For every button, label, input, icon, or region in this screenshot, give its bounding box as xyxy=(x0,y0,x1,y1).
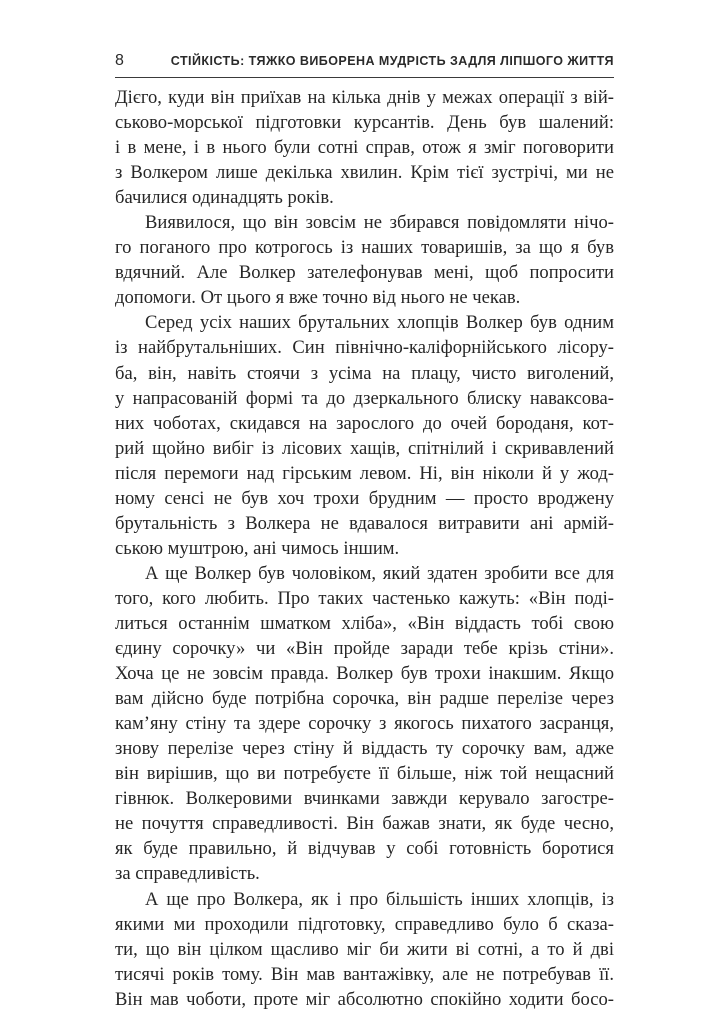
text-line: ти, що він цілком щасливо міг би жити ві сотні, а то й дві xyxy=(115,938,614,960)
text-line: знову перелізе через стіну й віддасть ту сорочку вам, адже xyxy=(115,738,614,760)
text-line: кам’яну стіну та здере сорочку з якогось пихатого засранця, xyxy=(115,713,614,735)
text-line: ською муштрою, ані чимось іншим. xyxy=(115,537,400,559)
text-line: із найбрутальніших. Син північно-каліфорнійського лісору- xyxy=(115,337,614,359)
text-line: допомоги. От цього я вже точно від нього не чекав. xyxy=(115,287,521,309)
text-line: литься останнім шматком хліба», «Він віддасть тобі свою xyxy=(115,612,614,634)
page-number: 8 xyxy=(115,52,124,69)
text-line: А ще Волкер був чоловіком, який здатен зробити все для xyxy=(145,562,614,584)
text-line: гівнюк. Волкеровими вчинками завжди керувало загостре- xyxy=(115,788,614,810)
text-line: у напрасованій формі та до дзеркального блиску наваксова- xyxy=(115,387,614,409)
text-line: після перемоги над гірським левом. Ні, він ніколи й у жод- xyxy=(115,462,614,484)
text-line: Серед усіх наших брутальних хлопців Волкер був одним xyxy=(145,312,614,334)
text-line: вдячний. Але Волкер зателефонував мені, щоб попросити xyxy=(115,262,614,284)
text-line: Дієго, куди він приїхав на кілька днів у межах операції з вій- xyxy=(115,87,614,108)
text-line: єдину сорочку» чи «Він пройде заради тебе крізь стіни». xyxy=(115,638,614,660)
text-line: ному сенсі не був хоч трохи брудним — просто вроджену xyxy=(115,487,614,509)
text-line: якими ми проходили підготовку, справедливо було б сказа- xyxy=(115,913,614,935)
text-line: ба, він, навіть стоячи з усіма на плацу, чисто виголений, xyxy=(115,362,614,384)
text-line: і в мене, і в нього були сотні справ, отож я зміг поговорити xyxy=(115,137,614,159)
text-line: того, кого любить. Про таких частенько кажуть: «Він поді- xyxy=(115,587,614,609)
text-line: рий щойно вибіг із лісових хащів, спітнілий і скривавлений xyxy=(115,437,614,459)
header-rule xyxy=(115,77,614,78)
text-line: Хоча це не зовсім правда. Волкер був трохи інакшим. Якщо xyxy=(115,663,614,685)
text-line: з Волкером лише декілька хвилин. Крім тієї зустрічі, ми не xyxy=(115,162,614,184)
text-line: ськово-морської підготовки курсантів. День був шалений: xyxy=(115,112,614,134)
running-head xyxy=(115,49,614,73)
text-line: за справедливість. xyxy=(115,863,260,885)
text-line: А ще про Волкера, як і про більшість інших хлопців, із xyxy=(145,888,614,910)
text-line: як буде правильно, й відчував у собі готовність боротися xyxy=(115,838,614,860)
text-line: він вирішив, що ви потребуєте її більше, ніж той нещасний xyxy=(115,763,614,785)
text-line: них чоботах, скидався на зарослого до очей бороданя, кот- xyxy=(115,412,614,434)
text-line: тисячі років тому. Він мав вантажівку, але не потребував її. xyxy=(115,963,614,985)
text-line: брутальність з Волкера не вдавалося витравити ані армій- xyxy=(115,512,614,534)
text-line: го поганого про котрогось із наших товаришів, за що я був xyxy=(115,237,614,259)
running-head-title: СТІЙКІСТЬ: ТЯЖКО ВИБОРЕНА МУДРІСТЬ ЗАДЛЯ ЛІПШОГО ЖИТТЯ xyxy=(170,54,614,68)
text-line: не почуття справедливості. Він бажав знати, як буде чесно, xyxy=(115,813,614,835)
body-text xyxy=(115,85,614,1012)
text-line: Він мав чоботи, проте міг абсолютно спокійно ходити босо- xyxy=(115,988,614,1010)
text-line: бачилися одинадцять років. xyxy=(115,187,334,209)
text-line: вам дійсно буде потрібна сорочка, він радше перелізе через xyxy=(115,688,614,710)
text-line: Виявилося, що він зовсім не збирався повідомляти нічо- xyxy=(145,212,614,234)
